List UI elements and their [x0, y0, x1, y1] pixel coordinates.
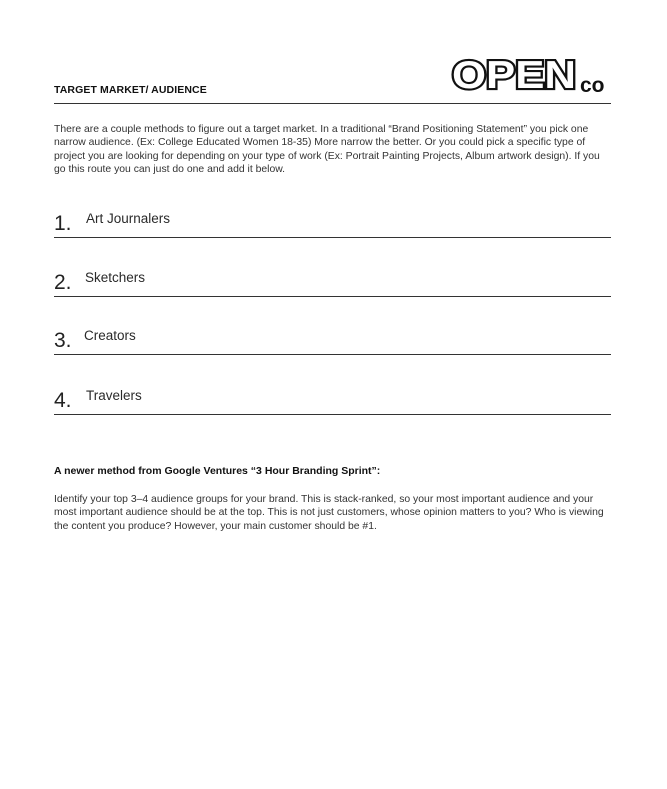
audience-entry-3: [54, 315, 611, 355]
audience-number: 1.: [54, 212, 72, 235]
open-co-logo: [450, 52, 615, 98]
audience-number: 4.: [54, 389, 72, 412]
audience-entry-2: [54, 257, 611, 297]
section-title: TARGET MARKET/ AUDIENCE: [54, 84, 207, 96]
method-heading: A newer method from Google Ventures “3 Hour Branding Sprint”:: [54, 465, 381, 477]
audience-entry-1: [54, 198, 611, 238]
intro-paragraph: There are a couple methods to figure out a target market. In a traditional “Brand Positioning Statement” you pick one narrow audience. (Ex: College Educated Women 18-35) More narrow the better. Or you could pick a specific type of project you are looking for depending on your type of work (Ex: Portrait Painting Projects, Album artwork design). If you go this route you can just do one and add it below.: [54, 124, 600, 175]
audience-number: 3.: [54, 329, 72, 352]
method-paragraph: Identify your top 3–4 audience groups for your brand. This is stack-ranked, so your most important audience and your most important audience should be at the top. This is not just customers, whose opinion matters to you? Who is viewing the content you produce? However, your main customer should be #1.: [54, 494, 604, 532]
logo-text: OPEN: [452, 54, 576, 97]
open-co-logo-graphic: [450, 52, 615, 98]
logo-suffix: co: [580, 74, 605, 97]
audience-value: Travelers: [86, 388, 142, 403]
audience-value: Art Journalers: [86, 211, 171, 226]
audience-entry-4: [54, 375, 611, 415]
audience-value: Sketchers: [85, 270, 146, 285]
audience-number: 2.: [54, 271, 72, 294]
answer-line: [54, 354, 611, 355]
answer-line: [54, 414, 611, 415]
answer-line: [54, 237, 611, 238]
header-divider: [54, 103, 611, 104]
audience-value: Creators: [84, 328, 136, 343]
answer-line: [54, 296, 611, 297]
